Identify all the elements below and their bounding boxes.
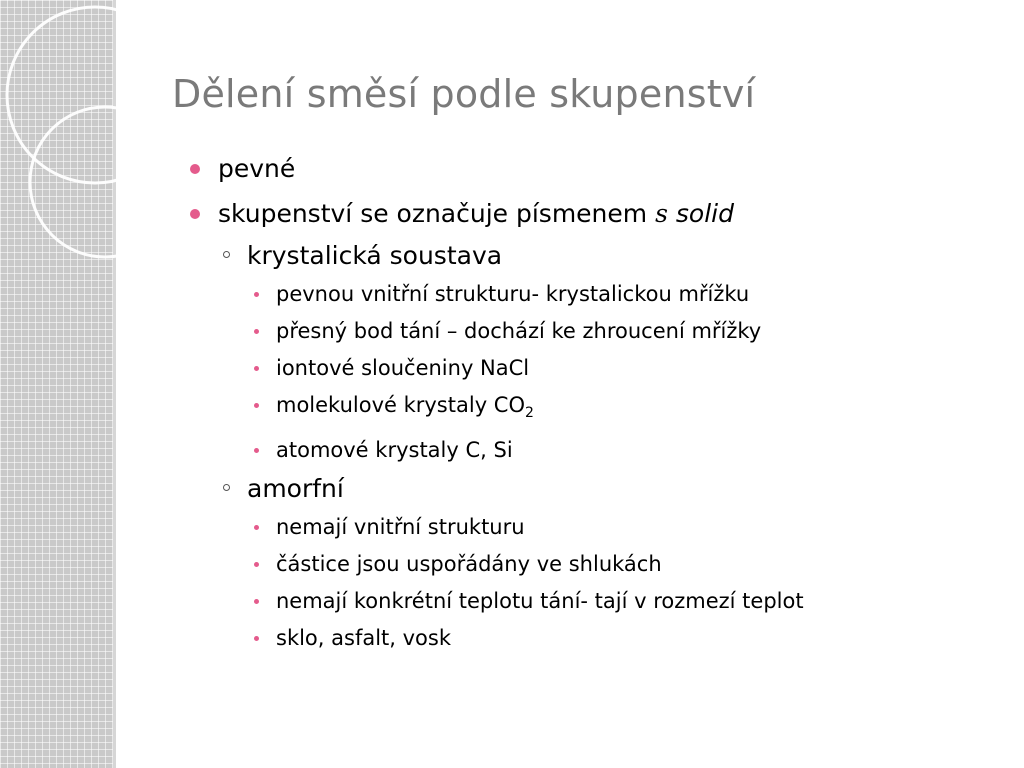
nested-bullet-text: pevnou vnitřní strukturu- krystalickou mřížku bbox=[276, 282, 750, 306]
nested-bullet-text: přesný bod tání – dochází ke zhroucení mřížky bbox=[276, 319, 762, 343]
symbol-s: s bbox=[655, 199, 668, 228]
nested-bullet-text: částice jsou uspořádány ve shlukách bbox=[276, 552, 662, 576]
nested-bullet-item bbox=[186, 313, 986, 350]
nested-bullet-text: iontové sloučeniny NaCl bbox=[276, 356, 530, 380]
nested-bullet-text: atomové krystaly C, Si bbox=[276, 438, 513, 462]
italic-word-solid: solid bbox=[675, 199, 734, 228]
bullet-list bbox=[186, 146, 986, 657]
bullet-text: skupenství se označuje písmenem bbox=[218, 199, 656, 228]
hollow-circle-bullet-icon bbox=[223, 251, 230, 258]
small-dot-bullet-icon bbox=[254, 329, 259, 334]
small-dot-bullet-icon bbox=[254, 599, 259, 604]
decorative-circles bbox=[0, 0, 180, 300]
nested-bullet-item bbox=[186, 509, 986, 546]
small-dot-bullet-icon bbox=[254, 366, 259, 371]
nested-bullet-item bbox=[186, 387, 986, 432]
nested-bullet-item bbox=[186, 432, 986, 469]
nested-bullet-item bbox=[186, 350, 986, 387]
nested-bullet-item bbox=[186, 546, 986, 583]
small-dot-bullet-icon bbox=[254, 448, 259, 453]
slide-title: Dělení směsí podle skupenství bbox=[172, 72, 756, 116]
nested-bullet-text: nemají vnitřní strukturu bbox=[276, 515, 525, 539]
subscript-2: 2 bbox=[525, 405, 534, 421]
small-dot-bullet-icon bbox=[254, 292, 259, 297]
hollow-circle-bullet-icon bbox=[223, 484, 230, 491]
small-dot-bullet-icon bbox=[254, 403, 259, 408]
nested-bullet-item bbox=[186, 583, 986, 620]
nested-bullet-text: sklo, asfalt, vosk bbox=[276, 626, 452, 650]
small-dot-bullet-icon bbox=[254, 525, 259, 530]
sub-bullet-text: amorfní bbox=[247, 474, 344, 503]
filled-dot-bullet-icon bbox=[190, 164, 200, 174]
small-dot-bullet-icon bbox=[254, 636, 259, 641]
nested-bullet-item bbox=[186, 620, 986, 657]
nested-bullet-text: molekulové krystaly CO bbox=[276, 393, 525, 417]
nested-bullet-text: nemají konkrétní teplotu tání- tají v rozmezí teplot bbox=[276, 589, 804, 613]
small-dot-bullet-icon bbox=[254, 562, 259, 567]
bullet-text: pevné bbox=[218, 154, 296, 183]
nested-bullet-item bbox=[186, 276, 986, 313]
sub-bullet-item bbox=[186, 469, 986, 509]
sub-bullet-item bbox=[186, 236, 986, 276]
bullet-item bbox=[186, 146, 986, 191]
sub-bullet-text: krystalická soustava bbox=[247, 241, 503, 270]
filled-dot-bullet-icon bbox=[190, 209, 200, 219]
bullet-item bbox=[186, 191, 986, 236]
